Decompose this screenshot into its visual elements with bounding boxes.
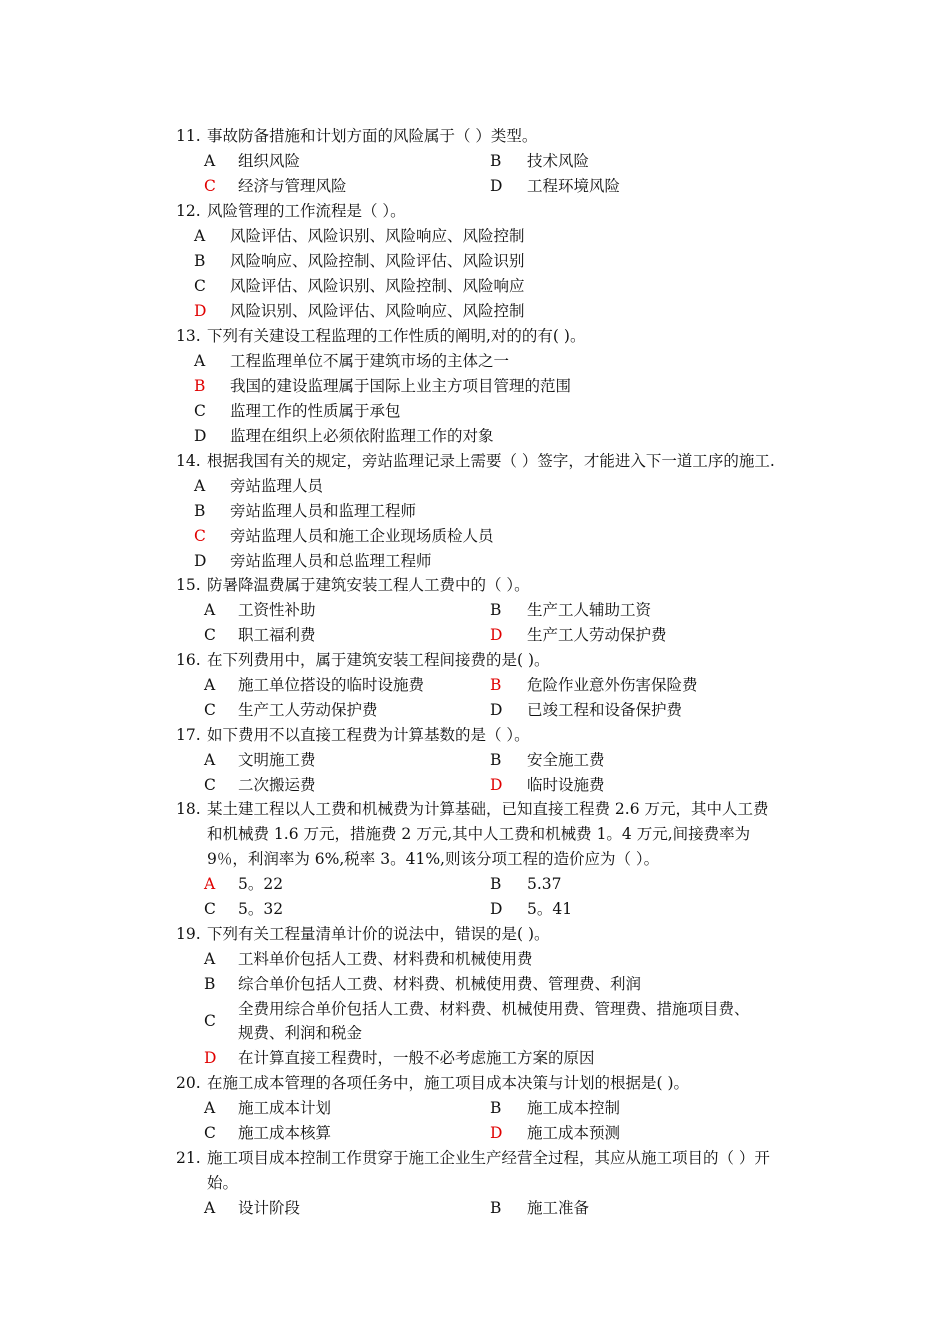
option-text: 组织风险 (238, 152, 301, 170)
option-letter: A (204, 1099, 216, 1117)
option-letter: B (194, 502, 206, 520)
option-letter: A (204, 950, 216, 968)
question-number: 14. (176, 452, 201, 470)
option-text: 已竣工程和设备保护费 (527, 701, 683, 719)
option-text: 5。22 (238, 875, 284, 893)
question-stem: 在下列费用中，属于建筑安装工程间接费的是( )。 (207, 651, 550, 669)
option-letter: B (204, 975, 216, 993)
option-letter: B (490, 1199, 502, 1217)
option-letter: B (490, 1099, 502, 1117)
option-letter: C (204, 1124, 216, 1142)
option-letter: D (194, 427, 207, 445)
question-stem: 防暑降温费属于建筑安装工程人工费中的（ ）。 (207, 576, 530, 594)
option-text-line: 全费用综合单价包括人工费、材料费、机械使用费、管理费、措施项目费、 (238, 1000, 750, 1018)
option-text: 综合单价包括人工费、材料费、机械使用费、管理费、利润 (238, 975, 642, 993)
question-stem: 下列有关工程量清单计价的说法中，错误的是( )。 (207, 925, 550, 943)
option-letter: A (204, 152, 216, 170)
option-text: 监理在组织上必须依附监理工作的对象 (230, 427, 494, 445)
option-text: 工程监理单位不属于建筑市场的主体之一 (230, 352, 510, 370)
option-letter: C (204, 776, 216, 794)
option-text: 旁站监理人员和施工企业现场质检人员 (230, 527, 494, 545)
question-number: 20. (176, 1074, 201, 1092)
answer-letter: D (204, 1049, 217, 1067)
question-stem: 根据我国有关的规定，旁站监理记录上需要（ ）签字，才能进入下一道工序的施工. (207, 452, 775, 470)
option-text: 施工成本核算 (238, 1124, 332, 1142)
option-text-line: 规费、利润和税金 (238, 1024, 363, 1042)
option-text: 风险评估、风险识别、风险响应、风险控制 (230, 227, 525, 245)
answer-letter: C (194, 527, 206, 545)
option-letter: D (490, 177, 503, 195)
question-stem-line: 施工项目成本控制工作贯穿于施工企业生产经营全过程，其应从施工项目的（ ）开 (207, 1149, 770, 1167)
option-text: 危险作业意外伤害保险费 (527, 676, 698, 694)
option-text: 旁站监理人员和监理工程师 (230, 502, 417, 520)
option-text: 生产工人劳动保护费 (238, 701, 378, 719)
answer-letter: B (194, 377, 206, 395)
option-text: 二次搬运费 (238, 776, 316, 794)
option-letter: D (490, 701, 503, 719)
option-text: 施工准备 (527, 1199, 590, 1217)
option-text: 风险评估、风险识别、风险控制、风险响应 (230, 277, 525, 295)
option-text: 生产工人劳动保护费 (527, 626, 667, 644)
question-number: 12. (176, 202, 201, 220)
question-number: 18. (176, 800, 201, 818)
option-letter: C (204, 701, 216, 719)
question-stem: 在施工成本管理的各项任务中，施工项目成本决策与计划的根据是( )。 (207, 1074, 690, 1092)
option-text: 工程环境风险 (527, 177, 621, 195)
question-number: 17. (176, 726, 201, 744)
question-stem-line: 始。 (207, 1174, 239, 1192)
answer-letter: D (490, 626, 503, 644)
option-text: 风险响应、风险控制、风险评估、风险识别 (230, 252, 525, 270)
option-letter: B (490, 875, 502, 893)
option-text: 5。41 (527, 900, 573, 918)
option-letter: A (194, 477, 206, 495)
question-stem-line: 和机械费 1.6 万元，措施费 2 万元,其中人工费和机械费 1。4 万元,间接费率为 (207, 825, 751, 843)
option-letter: B (194, 252, 206, 270)
answer-letter: D (490, 776, 503, 794)
option-text: 施工成本控制 (527, 1099, 621, 1117)
question-number: 13. (176, 327, 201, 345)
answer-letter: D (490, 1124, 503, 1142)
option-letter: C (194, 402, 206, 420)
question-stem: 下列有关建设工程监理的工作性质的阐明,对的的有( )。 (207, 327, 586, 345)
question-stem: 事故防备措施和计划方面的风险属于（ ）类型。 (207, 127, 538, 145)
option-letter: A (204, 751, 216, 769)
option-text: 施工成本计划 (238, 1099, 332, 1117)
option-letter: C (204, 1012, 216, 1030)
option-letter: C (204, 626, 216, 644)
question-stem-line: 9％，利润率为 6%,税率 3。41%,则该分项工程的造价应为（ ）。 (207, 850, 660, 868)
option-text: 旁站监理人员 (230, 477, 324, 495)
option-letter: A (204, 1199, 216, 1217)
option-letter: D (194, 552, 207, 570)
option-letter: B (490, 601, 502, 619)
option-text: 在计算直接工程费时，一般不必考虑施工方案的原因 (238, 1049, 595, 1067)
answer-letter: A (204, 875, 216, 893)
option-text: 经济与管理风险 (238, 177, 347, 195)
question-number: 19. (176, 925, 201, 943)
option-text: 施工成本预测 (527, 1124, 621, 1142)
option-letter: B (490, 751, 502, 769)
question-number: 21. (176, 1149, 201, 1167)
option-text: 风险识别、风险评估、风险响应、风险控制 (230, 302, 525, 320)
option-letter: B (490, 152, 502, 170)
option-text: 旁站监理人员和总监理工程师 (230, 552, 432, 570)
option-letter: A (204, 601, 216, 619)
option-text: 施工单位搭设的临时设施费 (238, 676, 425, 694)
question-number: 15. (176, 576, 201, 594)
option-text: 5。32 (238, 900, 284, 918)
question-number: 11. (176, 127, 201, 145)
option-text: 我国的建设监理属于国际上业主方项目管理的范围 (230, 377, 572, 395)
option-text: 生产工人辅助工资 (527, 601, 652, 619)
option-letter: D (490, 900, 503, 918)
question-number: 16. (176, 651, 201, 669)
option-text: 设计阶段 (238, 1199, 301, 1217)
question-stem: 如下费用不以直接工程费为计算基数的是（ ）。 (207, 726, 530, 744)
option-text: 监理工作的性质属于承包 (230, 402, 401, 420)
option-letter: A (194, 352, 206, 370)
option-text: 安全施工费 (527, 751, 605, 769)
question-stem: 风险管理的工作流程是（ ）。 (207, 202, 406, 220)
option-text: 工资性补助 (238, 601, 316, 619)
answer-letter: B (490, 676, 502, 694)
option-letter: A (194, 227, 206, 245)
answer-letter: D (194, 302, 207, 320)
question-stem-line: 某土建工程以人工费和机械费为计算基础，已知直接工程费 2.6 万元，其中人工费 (207, 800, 769, 818)
option-text: 工料单价包括人工费、材料费和机械使用费 (238, 950, 533, 968)
option-letter: A (204, 676, 216, 694)
option-text: 5.37 (527, 875, 562, 893)
answer-letter: C (204, 177, 216, 195)
option-text: 临时设施费 (527, 776, 605, 794)
option-text: 技术风险 (527, 152, 590, 170)
option-text: 文明施工费 (238, 751, 316, 769)
option-letter: C (194, 277, 206, 295)
option-text: 职工福利费 (238, 626, 316, 644)
option-letter: C (204, 900, 216, 918)
